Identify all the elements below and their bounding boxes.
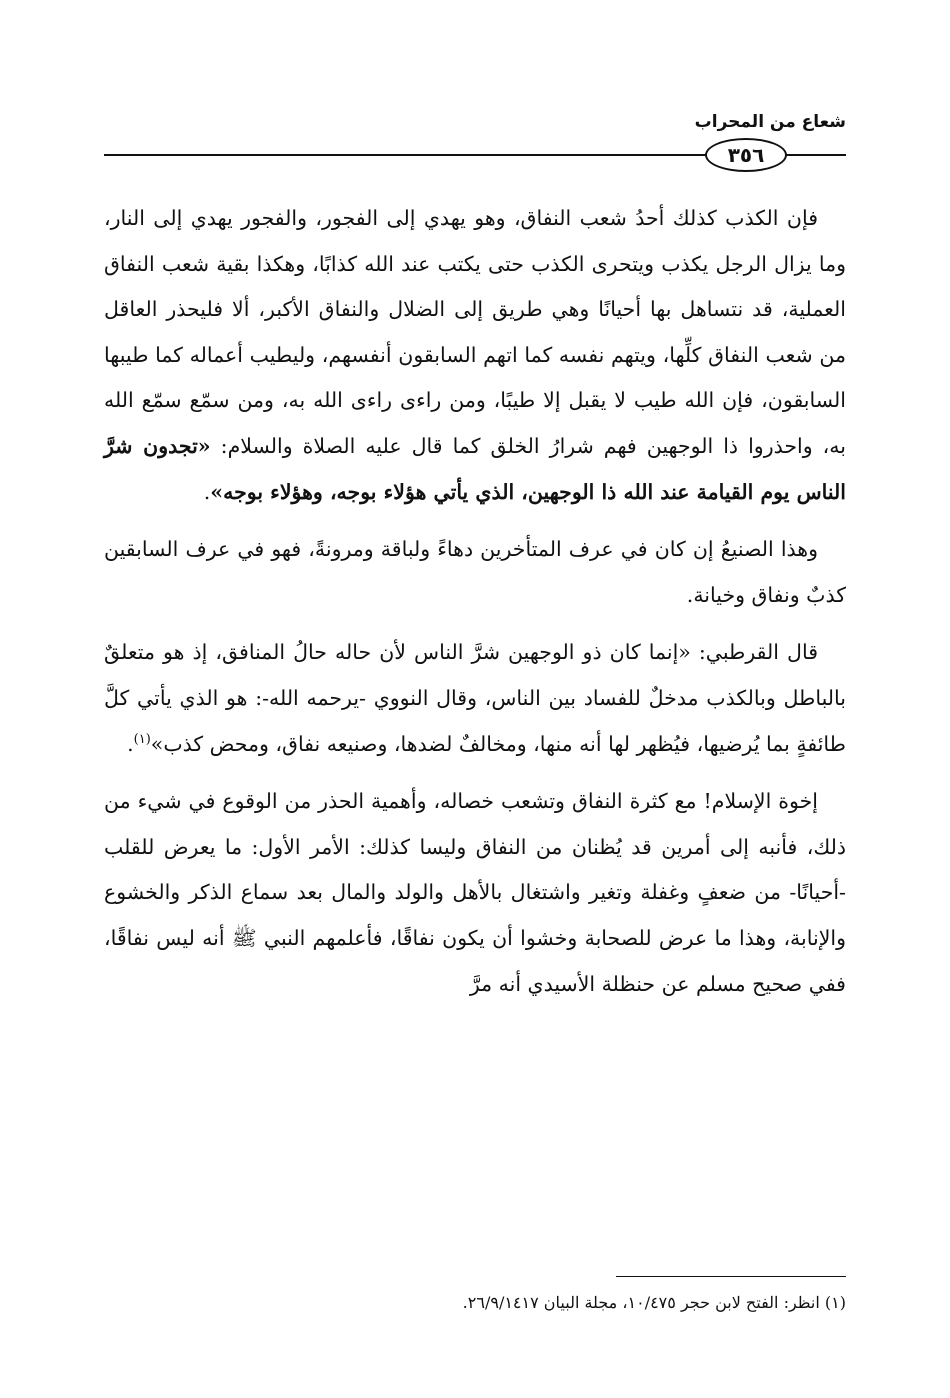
paragraph-2: وهذا الصنيعُ إن كان في عرف المتأخرين دهاءً ولباقة ومرونةً، فهو في عرف السابقين كذبٌ ونفاق وخيانة.	[104, 537, 846, 607]
footnote-rule	[616, 1276, 846, 1277]
running-title: شعاع من المحراب	[694, 112, 846, 132]
paragraph-1-text: فإن الكذب كذلك أحدُ شعب النفاق، وهو يهدي إلى الفجور، والفجور يهدي إلى النار، وما يزال الرجل يكذب ويتحرى الكذب حتى يكتب عند الله كذابًا، وهكذا بقية شعب النفاق العملية، قد نتساهل بها أحيانًا وهي طريق إلى الضلال والنفاق الأكبر، ألا فليحذر العاقل من شعب النفاق كلِّها، ويتهم نفسه كما اتهم السابقون أنفسهم، وليطيب أعماله كما طيبها السابقون، فإن الله طيب لا يقبل إلا طيبًا، ومن راءى راءى الله به، ومن سمّع سمّع الله به، واحذروا ذا الوجهين فهم شرارُ الخلق كما قال عليه الصلاة والسلام:	[104, 206, 846, 458]
paragraph-3	[104, 630, 846, 767]
paragraph-1	[104, 196, 846, 515]
footnote-reference: (١)	[133, 731, 151, 747]
paragraph-4: إخوة الإسلام! مع كثرة النفاق وتشعب خصاله، وأهمية الحذر من الوقوع في شيء من ذلك، فأنبه إلى أمرين قد يُظنان من النفاق وليسا كذلك: الأمر الأول: ما يعرض للقلب -أحيانًا- من ضعفٍ وغفلة وتغير واشتغال بالأهل والولد والمال بعد سماع الذكر والخشوع والإنابة، وهذا ما عرض للصحابة وخشوا أن يكون نفاقًا، فأعلمهم النبي ﷺ أنه ليس نفاقًا، ففي صحيح مسلم عن حنظلة الأسيدي أنه مرَّ	[104, 789, 846, 996]
page-number: ٣٥٦	[705, 138, 787, 172]
paragraph-3-text: قال القرطبي: «إنما كان ذو الوجهين شرَّ الناس لأن حاله حالُ المنافق، إذ هو متعلقٌ بالباطل وبالكذب مدخلٌ للفساد بين الناس، وقال النووي -يرحمه الله-: هو الذي يأتي كلَّ طائفةٍ بما يُرضيها، فيُظهر لها أنه منها، ومخالفٌ لضدها، وصنيعه نفاق، ومحض كذب»	[104, 640, 846, 756]
paragraph-1-end: .	[203, 479, 211, 504]
paragraph-3-end: .	[127, 731, 134, 756]
body-text	[104, 196, 846, 1019]
footnote: (١) انظر: الفتح لابن حجر ١٠/٤٧٥، مجلة البيان ٢٦/٩/١٤١٧.	[462, 1293, 846, 1312]
hadith-quote: «تجدون شرَّ الناس يوم القيامة عند الله ذا الوجهين، الذي يأتي هؤلاء بوجه، وهؤلاء بوجه»	[104, 433, 846, 504]
